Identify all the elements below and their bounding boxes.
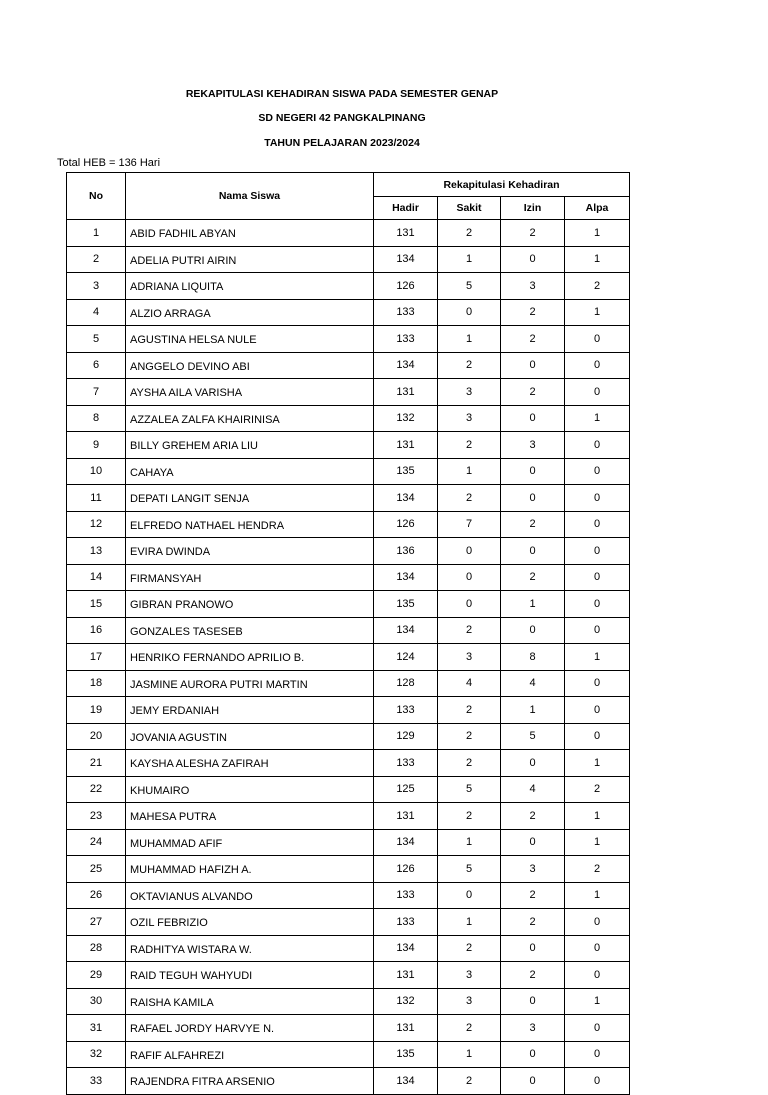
cell-no: 33 — [67, 1068, 126, 1095]
table-row — [67, 591, 630, 618]
cell-alpa: 0 — [565, 1068, 630, 1095]
cell-name: ELFREDO NATHAEL HENDRA — [126, 511, 374, 538]
table-row — [67, 644, 630, 671]
cell-hadir: 131 — [374, 803, 438, 830]
cell-sakit: 7 — [438, 511, 501, 538]
cell-hadir: 134 — [374, 564, 438, 591]
cell-izin: 2 — [501, 882, 565, 909]
cell-hadir: 131 — [374, 962, 438, 989]
cell-hadir: 128 — [374, 670, 438, 697]
cell-no: 13 — [67, 538, 126, 565]
cell-hadir: 133 — [374, 909, 438, 936]
table-row — [67, 511, 630, 538]
cell-izin: 2 — [501, 299, 565, 326]
cell-hadir: 132 — [374, 988, 438, 1015]
cell-alpa: 0 — [565, 617, 630, 644]
cell-izin: 2 — [501, 379, 565, 406]
cell-name: CAHAYA — [126, 458, 374, 485]
table-row — [67, 220, 630, 247]
cell-sakit: 2 — [438, 697, 501, 724]
attendance-table — [66, 172, 630, 1095]
table-row — [67, 670, 630, 697]
cell-sakit: 2 — [438, 220, 501, 247]
cell-no: 11 — [67, 485, 126, 512]
cell-alpa: 0 — [565, 909, 630, 936]
cell-sakit: 1 — [438, 1041, 501, 1068]
cell-sakit: 5 — [438, 856, 501, 883]
cell-sakit: 2 — [438, 485, 501, 512]
table-row — [67, 326, 630, 353]
cell-no: 19 — [67, 697, 126, 724]
cell-hadir: 136 — [374, 538, 438, 565]
cell-alpa: 0 — [565, 352, 630, 379]
table-row — [67, 750, 630, 777]
table-row — [67, 1041, 630, 1068]
table-row — [67, 432, 630, 459]
cell-name: MAHESA PUTRA — [126, 803, 374, 830]
cell-izin: 2 — [501, 564, 565, 591]
table-row — [67, 617, 630, 644]
cell-hadir: 133 — [374, 326, 438, 353]
cell-no: 2 — [67, 246, 126, 273]
cell-sakit: 5 — [438, 776, 501, 803]
cell-name: JEMY ERDANIAH — [126, 697, 374, 724]
total-heb-label: Total HEB = 136 Hari — [57, 157, 161, 169]
table-row — [67, 882, 630, 909]
cell-alpa: 0 — [565, 379, 630, 406]
cell-hadir: 131 — [374, 432, 438, 459]
table-row — [67, 246, 630, 273]
cell-izin: 2 — [501, 326, 565, 353]
cell-izin: 2 — [501, 220, 565, 247]
cell-alpa: 1 — [565, 299, 630, 326]
cell-sakit: 2 — [438, 352, 501, 379]
table-row — [67, 1068, 630, 1095]
cell-sakit: 2 — [438, 723, 501, 750]
cell-hadir: 134 — [374, 935, 438, 962]
header-sakit: Sakit — [438, 197, 501, 220]
cell-name: ALZIO ARRAGA — [126, 299, 374, 326]
cell-izin: 0 — [501, 617, 565, 644]
cell-no: 28 — [67, 935, 126, 962]
table-row — [67, 379, 630, 406]
cell-hadir: 135 — [374, 591, 438, 618]
cell-sakit: 1 — [438, 326, 501, 353]
cell-sakit: 5 — [438, 273, 501, 300]
report-title: REKAPITULASI KEHADIRAN SISWA PADA SEMESTER GENAP — [185, 88, 499, 100]
cell-izin: 5 — [501, 723, 565, 750]
cell-izin: 0 — [501, 988, 565, 1015]
cell-sakit: 2 — [438, 1015, 501, 1042]
header-no: No — [67, 173, 126, 220]
table-row — [67, 458, 630, 485]
cell-name: FIRMANSYAH — [126, 564, 374, 591]
cell-izin: 0 — [501, 352, 565, 379]
cell-hadir: 134 — [374, 829, 438, 856]
cell-alpa: 1 — [565, 220, 630, 247]
cell-sakit: 1 — [438, 829, 501, 856]
table-row — [67, 564, 630, 591]
cell-no: 31 — [67, 1015, 126, 1042]
table-row — [67, 988, 630, 1015]
cell-sakit: 3 — [438, 405, 501, 432]
cell-hadir: 134 — [374, 617, 438, 644]
cell-hadir: 126 — [374, 273, 438, 300]
cell-no: 8 — [67, 405, 126, 432]
cell-name: GIBRAN PRANOWO — [126, 591, 374, 618]
cell-name: GONZALES TASESEB — [126, 617, 374, 644]
header-alpa: Alpa — [565, 197, 630, 220]
cell-sakit: 3 — [438, 988, 501, 1015]
table-row — [67, 697, 630, 724]
table-row — [67, 962, 630, 989]
cell-name: EVIRA DWINDA — [126, 538, 374, 565]
cell-izin: 0 — [501, 1068, 565, 1095]
cell-sakit: 0 — [438, 591, 501, 618]
cell-alpa: 1 — [565, 882, 630, 909]
table-row — [67, 273, 630, 300]
cell-alpa: 0 — [565, 697, 630, 724]
cell-name: BILLY GREHEM ARIA LIU — [126, 432, 374, 459]
cell-izin: 0 — [501, 935, 565, 962]
cell-name: AGUSTINA HELSA NULE — [126, 326, 374, 353]
cell-sakit: 0 — [438, 538, 501, 565]
cell-no: 27 — [67, 909, 126, 936]
cell-hadir: 131 — [374, 1015, 438, 1042]
cell-izin: 0 — [501, 1041, 565, 1068]
cell-no: 4 — [67, 299, 126, 326]
cell-no: 25 — [67, 856, 126, 883]
cell-no: 6 — [67, 352, 126, 379]
cell-hadir: 131 — [374, 220, 438, 247]
cell-alpa: 0 — [565, 564, 630, 591]
cell-alpa: 0 — [565, 1015, 630, 1042]
cell-name: JASMINE AURORA PUTRI MARTIN — [126, 670, 374, 697]
cell-alpa: 1 — [565, 829, 630, 856]
cell-hadir: 133 — [374, 697, 438, 724]
cell-sakit: 2 — [438, 432, 501, 459]
cell-name: RAFAEL JORDY HARVYE N. — [126, 1015, 374, 1042]
cell-no: 18 — [67, 670, 126, 697]
cell-alpa: 2 — [565, 856, 630, 883]
cell-name: DEPATI LANGIT SENJA — [126, 485, 374, 512]
cell-izin: 2 — [501, 511, 565, 538]
cell-sakit: 4 — [438, 670, 501, 697]
cell-name: OZIL FEBRIZIO — [126, 909, 374, 936]
cell-no: 7 — [67, 379, 126, 406]
cell-name: AZZALEA ZALFA KHAIRINISA — [126, 405, 374, 432]
cell-no: 23 — [67, 803, 126, 830]
table-row — [67, 485, 630, 512]
cell-sakit: 0 — [438, 564, 501, 591]
cell-hadir: 135 — [374, 458, 438, 485]
cell-name: ADELIA PUTRI AIRIN — [126, 246, 374, 273]
cell-name: ANGGELO DEVINO ABI — [126, 352, 374, 379]
table-row — [67, 935, 630, 962]
header-hadir: Hadir — [374, 197, 438, 220]
cell-name: KAYSHA ALESHA ZAFIRAH — [126, 750, 374, 777]
cell-alpa: 1 — [565, 246, 630, 273]
cell-name: AYSHA AILA VARISHA — [126, 379, 374, 406]
cell-izin: 0 — [501, 405, 565, 432]
table-row — [67, 856, 630, 883]
cell-hadir: 132 — [374, 405, 438, 432]
cell-name: JOVANIA AGUSTIN — [126, 723, 374, 750]
cell-sakit: 1 — [438, 909, 501, 936]
cell-izin: 1 — [501, 697, 565, 724]
cell-hadir: 133 — [374, 882, 438, 909]
cell-sakit: 2 — [438, 803, 501, 830]
table-row — [67, 909, 630, 936]
cell-alpa: 2 — [565, 776, 630, 803]
header-name: Nama Siswa — [126, 173, 374, 220]
cell-sakit: 0 — [438, 882, 501, 909]
cell-hadir: 134 — [374, 1068, 438, 1095]
cell-sakit: 2 — [438, 935, 501, 962]
cell-alpa: 0 — [565, 935, 630, 962]
cell-izin: 4 — [501, 776, 565, 803]
cell-no: 10 — [67, 458, 126, 485]
cell-sakit: 1 — [438, 458, 501, 485]
cell-izin: 4 — [501, 670, 565, 697]
cell-alpa: 1 — [565, 405, 630, 432]
cell-name: RAISHA KAMILA — [126, 988, 374, 1015]
cell-no: 21 — [67, 750, 126, 777]
table-row — [67, 299, 630, 326]
cell-no: 30 — [67, 988, 126, 1015]
cell-no: 20 — [67, 723, 126, 750]
cell-sakit: 2 — [438, 1068, 501, 1095]
cell-sakit: 3 — [438, 962, 501, 989]
cell-alpa: 0 — [565, 326, 630, 353]
cell-izin: 1 — [501, 591, 565, 618]
cell-alpa: 1 — [565, 750, 630, 777]
cell-alpa: 0 — [565, 962, 630, 989]
cell-no: 15 — [67, 591, 126, 618]
cell-alpa: 0 — [565, 670, 630, 697]
cell-hadir: 125 — [374, 776, 438, 803]
cell-izin: 0 — [501, 458, 565, 485]
cell-hadir: 135 — [374, 1041, 438, 1068]
cell-hadir: 133 — [374, 299, 438, 326]
cell-izin: 0 — [501, 750, 565, 777]
cell-no: 1 — [67, 220, 126, 247]
cell-hadir: 129 — [374, 723, 438, 750]
cell-hadir: 134 — [374, 485, 438, 512]
cell-name: MUHAMMAD HAFIZH A. — [126, 856, 374, 883]
cell-alpa: 0 — [565, 458, 630, 485]
cell-sakit: 2 — [438, 750, 501, 777]
cell-izin: 8 — [501, 644, 565, 671]
academic-year: TAHUN PELAJARAN 2023/2024 — [264, 137, 420, 149]
cell-name: HENRIKO FERNANDO APRILIO B. — [126, 644, 374, 671]
cell-alpa: 0 — [565, 538, 630, 565]
cell-izin: 0 — [501, 485, 565, 512]
cell-no: 9 — [67, 432, 126, 459]
cell-hadir: 134 — [374, 246, 438, 273]
cell-izin: 3 — [501, 432, 565, 459]
cell-sakit: 3 — [438, 379, 501, 406]
cell-alpa: 0 — [565, 723, 630, 750]
cell-sakit: 3 — [438, 644, 501, 671]
school-name: SD NEGERI 42 PANGKALPINANG — [258, 112, 426, 124]
cell-no: 14 — [67, 564, 126, 591]
cell-izin: 3 — [501, 273, 565, 300]
cell-no: 24 — [67, 829, 126, 856]
cell-izin: 0 — [501, 538, 565, 565]
cell-alpa: 1 — [565, 988, 630, 1015]
cell-name: RAFIF ALFAHREZI — [126, 1041, 374, 1068]
cell-hadir: 133 — [374, 750, 438, 777]
cell-izin: 2 — [501, 962, 565, 989]
cell-name: OKTAVIANUS ALVANDO — [126, 882, 374, 909]
cell-izin: 3 — [501, 856, 565, 883]
header-izin: Izin — [501, 197, 565, 220]
cell-izin: 0 — [501, 829, 565, 856]
table-body — [67, 220, 630, 1095]
table-row — [67, 1015, 630, 1042]
cell-no: 29 — [67, 962, 126, 989]
cell-name: KHUMAIRO — [126, 776, 374, 803]
cell-no: 32 — [67, 1041, 126, 1068]
cell-no: 5 — [67, 326, 126, 353]
cell-hadir: 126 — [374, 511, 438, 538]
cell-izin: 0 — [501, 246, 565, 273]
cell-alpa: 0 — [565, 1041, 630, 1068]
cell-alpa: 1 — [565, 803, 630, 830]
cell-name: MUHAMMAD AFIF — [126, 829, 374, 856]
table-row — [67, 538, 630, 565]
cell-hadir: 124 — [374, 644, 438, 671]
cell-sakit: 1 — [438, 246, 501, 273]
cell-hadir: 131 — [374, 379, 438, 406]
cell-alpa: 1 — [565, 644, 630, 671]
cell-no: 22 — [67, 776, 126, 803]
table-row — [67, 723, 630, 750]
cell-no: 17 — [67, 644, 126, 671]
table-row — [67, 829, 630, 856]
header-group: Rekapitulasi Kehadiran — [374, 173, 630, 197]
table-row — [67, 352, 630, 379]
cell-alpa: 0 — [565, 432, 630, 459]
cell-sakit: 2 — [438, 617, 501, 644]
table-row — [67, 803, 630, 830]
cell-alpa: 0 — [565, 591, 630, 618]
cell-sakit: 0 — [438, 299, 501, 326]
table-row — [67, 405, 630, 432]
cell-hadir: 134 — [374, 352, 438, 379]
cell-alpa: 0 — [565, 511, 630, 538]
cell-izin: 3 — [501, 1015, 565, 1042]
cell-name: ADRIANA LIQUITA — [126, 273, 374, 300]
cell-izin: 2 — [501, 803, 565, 830]
cell-name: RAJENDRA FITRA ARSENIO — [126, 1068, 374, 1095]
cell-name: RAID TEGUH WAHYUDI — [126, 962, 374, 989]
cell-no: 3 — [67, 273, 126, 300]
cell-no: 16 — [67, 617, 126, 644]
cell-alpa: 2 — [565, 273, 630, 300]
cell-hadir: 126 — [374, 856, 438, 883]
cell-izin: 2 — [501, 909, 565, 936]
cell-no: 12 — [67, 511, 126, 538]
table-row — [67, 776, 630, 803]
cell-alpa: 0 — [565, 485, 630, 512]
cell-no: 26 — [67, 882, 126, 909]
cell-name: ABID FADHIL ABYAN — [126, 220, 374, 247]
cell-name: RADHITYA WISTARA W. — [126, 935, 374, 962]
